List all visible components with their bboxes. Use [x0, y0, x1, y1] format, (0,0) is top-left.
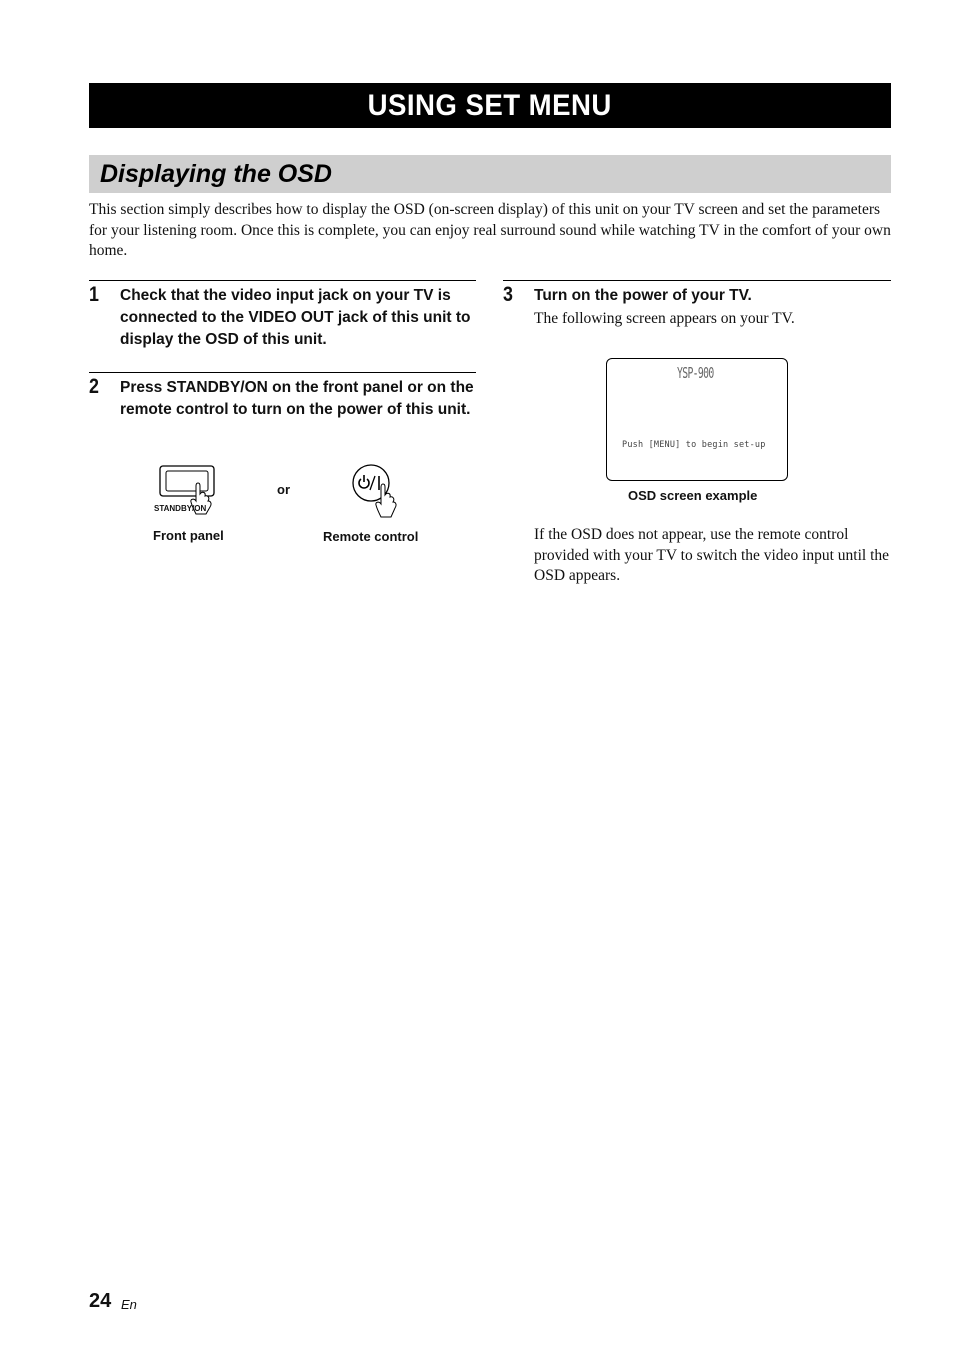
osd-note: If the OSD does not appear, use the remote control provided with your TV to switch the video input until the OSD appears.	[534, 526, 890, 584]
osd-model-name: YSP-900	[677, 364, 714, 382]
section-title: Displaying the OSD	[100, 159, 332, 188]
step-3-subtext: The following screen appears on your TV.	[534, 310, 795, 327]
remote-control-caption: Remote control	[323, 529, 419, 544]
osd-message: Push [MENU] to begin set-up	[622, 440, 766, 450]
page-language: En	[121, 1297, 137, 1312]
section-title-bar	[89, 155, 891, 193]
step-2-number: 2	[89, 375, 99, 398]
step-2-text: Press STANDBY/ON on the front panel or on the remote control to turn on the power of this unit.	[120, 379, 474, 418]
step-1-number: 1	[89, 283, 99, 306]
intro-paragraph: This section simply describes how to display the OSD (on-screen display) of this unit on your TV screen and set the parameters for your listening room. Once this is complete, you can enjoy real surround sound while watching TV in the comfort of your own home.	[89, 201, 891, 259]
osd-caption: OSD screen example	[628, 488, 758, 503]
step-1-text: Check that the video input jack on your TV is connected to the VIDEO OUT jack of this unit to display the OSD of this unit.	[120, 287, 471, 348]
step-1-rule	[89, 280, 476, 281]
front-panel-caption: Front panel	[153, 528, 224, 543]
page-number: 24	[89, 1290, 112, 1312]
remote-power-button-icon	[351, 463, 401, 521]
step-3-rule	[503, 280, 891, 281]
step-3-number: 3	[503, 283, 513, 306]
step-2-rule	[89, 372, 476, 373]
chapter-title-bar	[89, 83, 891, 128]
step-3-text: Turn on the power of your TV.	[534, 287, 752, 304]
chapter-title: USING SET MENU	[367, 88, 613, 122]
standby-on-label: STANDBY/ON	[154, 504, 207, 513]
or-label: or	[277, 482, 290, 497]
